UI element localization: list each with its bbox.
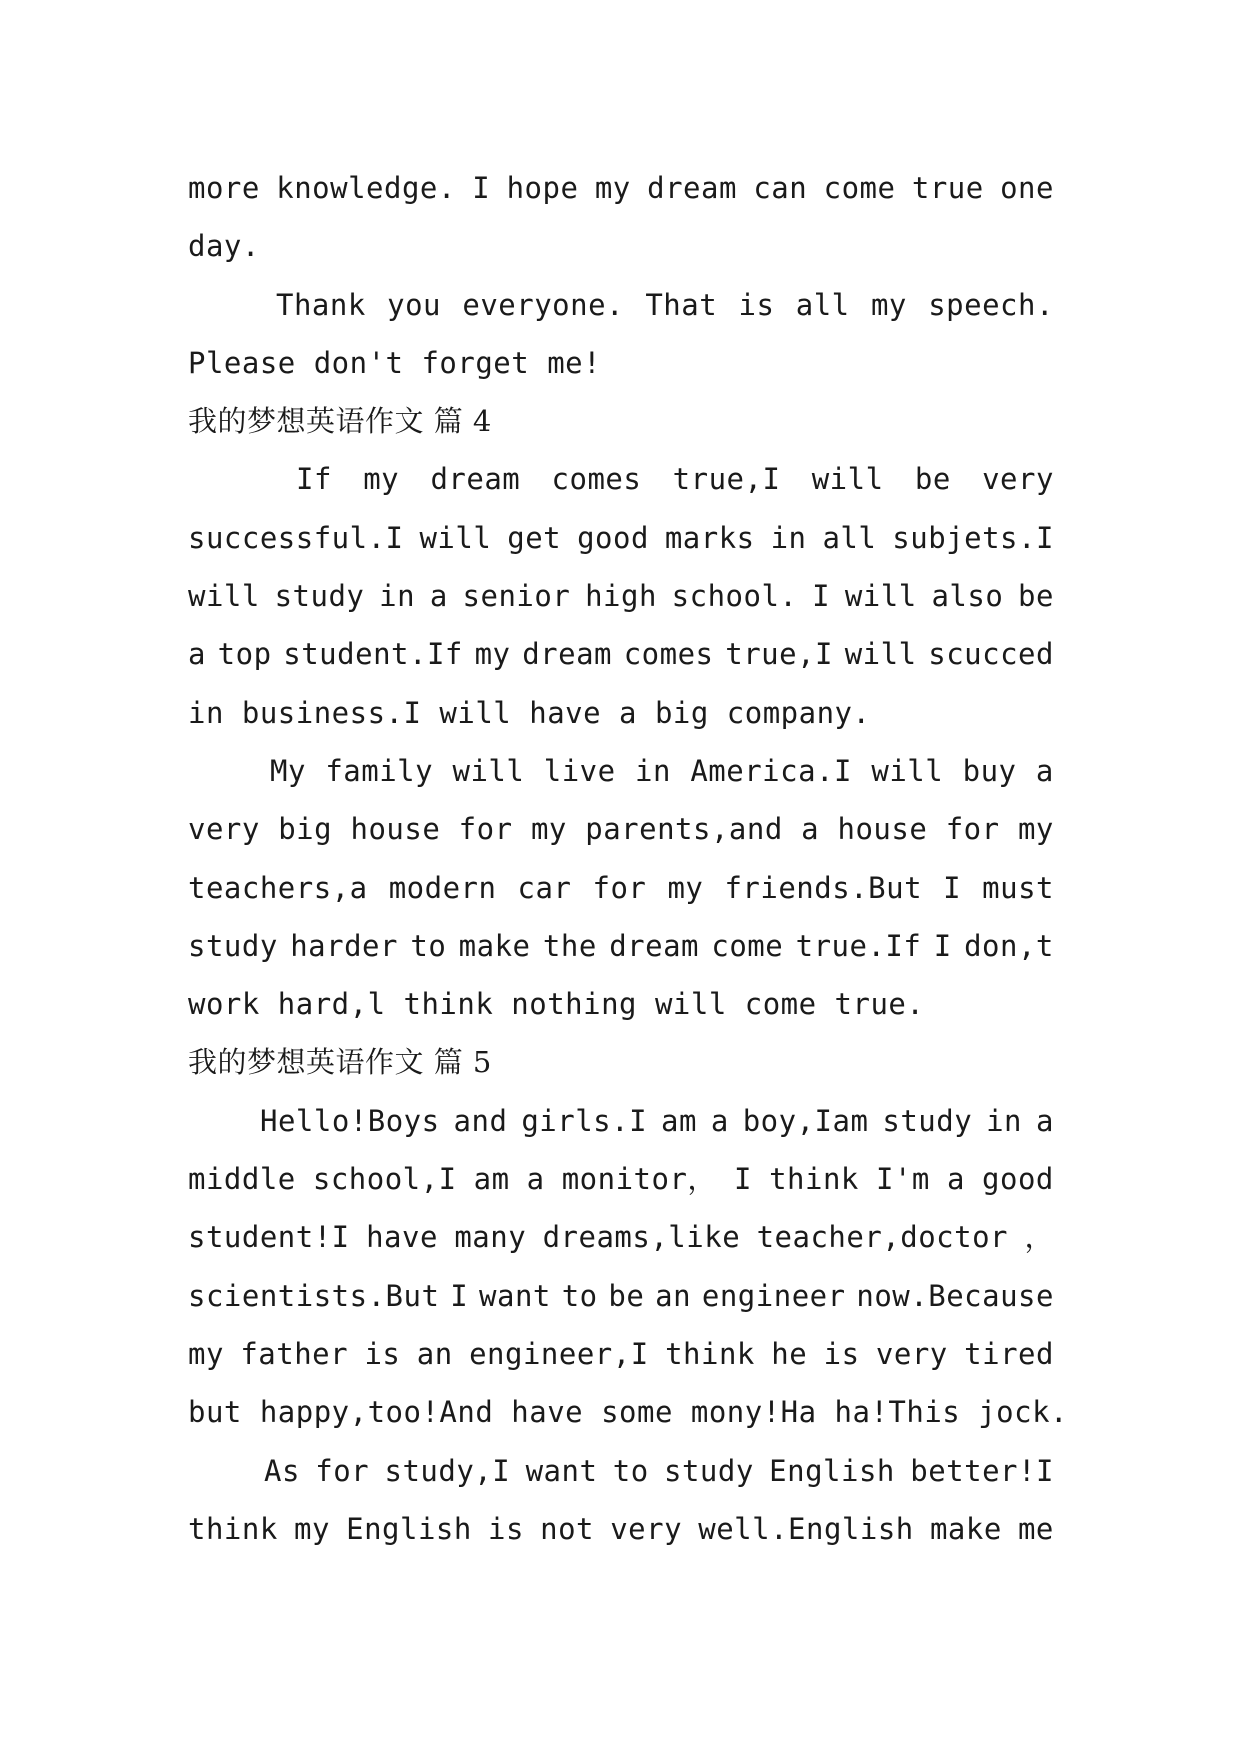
word: knowledge.: [276, 171, 456, 205]
word: my: [363, 462, 400, 497]
word: my: [870, 287, 907, 322]
word: well.English: [698, 1511, 914, 1546]
text-line: [188, 567, 1054, 625]
word: Hello!Boys: [260, 1103, 440, 1138]
word: am: [660, 1103, 697, 1138]
word: is: [364, 1336, 401, 1371]
word: a: [1035, 1103, 1054, 1138]
word: comes: [623, 637, 714, 672]
word: very: [982, 462, 1054, 497]
text-line: [188, 1208, 1054, 1266]
word: my: [1017, 812, 1054, 847]
word: to: [612, 1453, 649, 1488]
word: dream: [522, 637, 613, 672]
word: is: [823, 1336, 860, 1371]
word: come: [711, 928, 784, 963]
word: harder: [290, 928, 398, 963]
word: That: [645, 287, 718, 322]
word: to: [410, 928, 447, 963]
word: will: [452, 753, 525, 788]
word: study: [882, 1103, 973, 1138]
word: student.If: [283, 637, 463, 672]
word: will: [871, 753, 944, 788]
word: very: [875, 1336, 948, 1371]
word: teacher,doctor: [756, 1220, 1009, 1255]
word: middle: [188, 1162, 296, 1197]
word: true,I: [725, 637, 833, 672]
word: many: [454, 1220, 527, 1255]
word: engineer: [701, 1278, 846, 1313]
word: will: [419, 520, 492, 555]
word: parents,and: [585, 812, 783, 847]
word: a: [429, 579, 448, 614]
word: can: [753, 171, 808, 205]
text-line: [188, 1500, 1054, 1558]
word: not: [540, 1511, 595, 1546]
word: a: [1035, 753, 1054, 788]
word: in: [986, 1103, 1023, 1138]
word: study: [274, 579, 365, 614]
word: my: [667, 870, 704, 905]
word: a: [801, 812, 820, 847]
word: for: [458, 812, 513, 847]
word: also: [931, 579, 1004, 614]
word: my: [530, 812, 567, 847]
word: modern: [388, 870, 497, 905]
word: scucced: [928, 637, 1054, 672]
word: friends.But: [724, 870, 923, 905]
word: will: [844, 579, 917, 614]
text-line: work hard,l think nothing will come true.: [188, 987, 925, 1022]
word: house: [837, 812, 928, 847]
section-heading: 我的梦想英语作文 篇 5: [188, 1045, 492, 1080]
word: I: [943, 870, 962, 905]
text-line: day.: [188, 229, 260, 264]
word: As: [264, 1453, 300, 1488]
word: all: [822, 520, 877, 555]
word: dreams,like: [542, 1220, 741, 1255]
word: ，: [1024, 1220, 1054, 1255]
word: Thank: [276, 287, 366, 322]
word: a: [710, 1103, 729, 1138]
word: marks: [664, 520, 755, 555]
word: study,I: [384, 1453, 511, 1488]
word: dream: [647, 171, 737, 205]
word: teachers,a: [188, 870, 368, 905]
word: be: [914, 462, 951, 497]
word: I'm: [876, 1162, 930, 1197]
word: My: [270, 753, 306, 788]
word: house: [350, 812, 441, 847]
word: study: [188, 928, 278, 963]
word: a: [946, 1162, 965, 1197]
text-line: [188, 917, 1054, 975]
word: speech.: [928, 287, 1054, 322]
word: girls.I: [521, 1103, 648, 1138]
text-line: [188, 1092, 1054, 1150]
word: my: [294, 1511, 330, 1546]
word: think: [188, 1511, 278, 1546]
word: will: [811, 462, 884, 497]
word: is: [488, 1511, 524, 1546]
word: my: [594, 171, 631, 205]
word: I: [812, 579, 831, 614]
word: high: [585, 579, 657, 614]
word: am: [473, 1162, 510, 1197]
word: English: [346, 1511, 472, 1546]
word: very: [188, 812, 260, 847]
word: better!I: [910, 1453, 1054, 1488]
word: true: [911, 171, 984, 205]
word: will: [188, 579, 260, 614]
word: buy: [962, 753, 1017, 788]
word: the: [542, 928, 597, 963]
word: an: [416, 1336, 453, 1371]
word: in: [635, 753, 671, 788]
document-body: [188, 159, 1069, 1558]
word: make: [458, 928, 531, 963]
word: boy,Iam: [742, 1103, 869, 1138]
word: English: [769, 1453, 895, 1488]
word: a: [526, 1162, 545, 1197]
word: study: [664, 1453, 754, 1488]
word: me: [1017, 1511, 1054, 1546]
word: I: [450, 1278, 469, 1313]
text-line: but happy,too!And have some mony!Ha ha!This jock.: [188, 1395, 1069, 1430]
word: be: [1018, 579, 1054, 614]
text-line: [188, 450, 1054, 508]
text-line: [188, 625, 1054, 683]
word: big: [278, 812, 333, 847]
word: make: [929, 1511, 1002, 1546]
word: monitor，: [561, 1162, 717, 1197]
text-line: [188, 1267, 1054, 1325]
word: my: [188, 1336, 224, 1371]
word: must: [982, 870, 1054, 905]
word: don,t: [964, 928, 1054, 963]
word: want: [479, 1278, 551, 1313]
text-line: in business.I will have a big company.: [188, 695, 871, 730]
word: a: [188, 637, 206, 672]
text-line: [188, 1442, 1054, 1500]
section-heading: 我的梦想英语作文 篇 4: [188, 404, 492, 439]
word: will: [844, 637, 917, 672]
word: good: [982, 1162, 1054, 1197]
word: to: [561, 1278, 598, 1313]
word: true.If: [795, 928, 922, 963]
word: is: [738, 287, 775, 322]
word: successful.I: [188, 520, 404, 555]
word: student!I: [188, 1220, 350, 1255]
word: and: [453, 1103, 508, 1138]
word: top: [217, 637, 272, 672]
text-line: [188, 1325, 1054, 1383]
word: school,I: [312, 1162, 457, 1197]
word: all: [795, 287, 850, 322]
word: have: [366, 1220, 438, 1255]
word: think: [769, 1162, 859, 1197]
word: true,I: [672, 462, 781, 497]
word: good: [577, 520, 649, 555]
word: get: [507, 520, 562, 555]
word: dream: [609, 928, 699, 963]
word: engineer,I: [469, 1336, 649, 1371]
word: an: [655, 1278, 692, 1313]
text-line: [188, 509, 1054, 567]
word: America.I: [690, 753, 852, 788]
word: father: [240, 1336, 349, 1371]
word: school.: [671, 579, 798, 614]
text-line: [188, 159, 1054, 217]
word: my: [474, 637, 511, 672]
word: senior: [462, 579, 571, 614]
word: hope: [506, 171, 579, 205]
word: now.Because: [856, 1278, 1054, 1313]
word: be: [608, 1278, 645, 1313]
word: you: [387, 287, 442, 322]
word: subjets.I: [892, 520, 1054, 555]
word: more: [188, 171, 260, 205]
text-line: [188, 1150, 1054, 1208]
word: want: [525, 1453, 598, 1488]
word: I: [472, 171, 491, 205]
text-line: [188, 859, 1054, 917]
word: car: [517, 870, 572, 905]
text-line: [188, 800, 1054, 858]
word: one: [1000, 171, 1054, 205]
word: scientists.But: [188, 1278, 440, 1313]
text-line: [188, 742, 1054, 800]
word: for: [592, 870, 647, 905]
word: dream: [430, 462, 521, 497]
word: for: [945, 812, 1000, 847]
word: tired: [964, 1336, 1054, 1371]
word: family: [325, 753, 434, 788]
text-line: Please don't forget me!: [188, 345, 602, 380]
word: very: [610, 1511, 683, 1546]
word: in: [770, 520, 807, 555]
word: If: [296, 462, 332, 497]
word: I: [933, 928, 952, 963]
word: in: [379, 579, 416, 614]
word: for: [315, 1453, 370, 1488]
word: everyone.: [462, 287, 624, 322]
word: comes: [551, 462, 642, 497]
word: come: [823, 171, 896, 205]
word: think: [665, 1336, 755, 1371]
text-line: [188, 276, 1054, 334]
word: live: [543, 753, 616, 788]
word: he: [771, 1336, 808, 1371]
word: I: [734, 1162, 752, 1197]
